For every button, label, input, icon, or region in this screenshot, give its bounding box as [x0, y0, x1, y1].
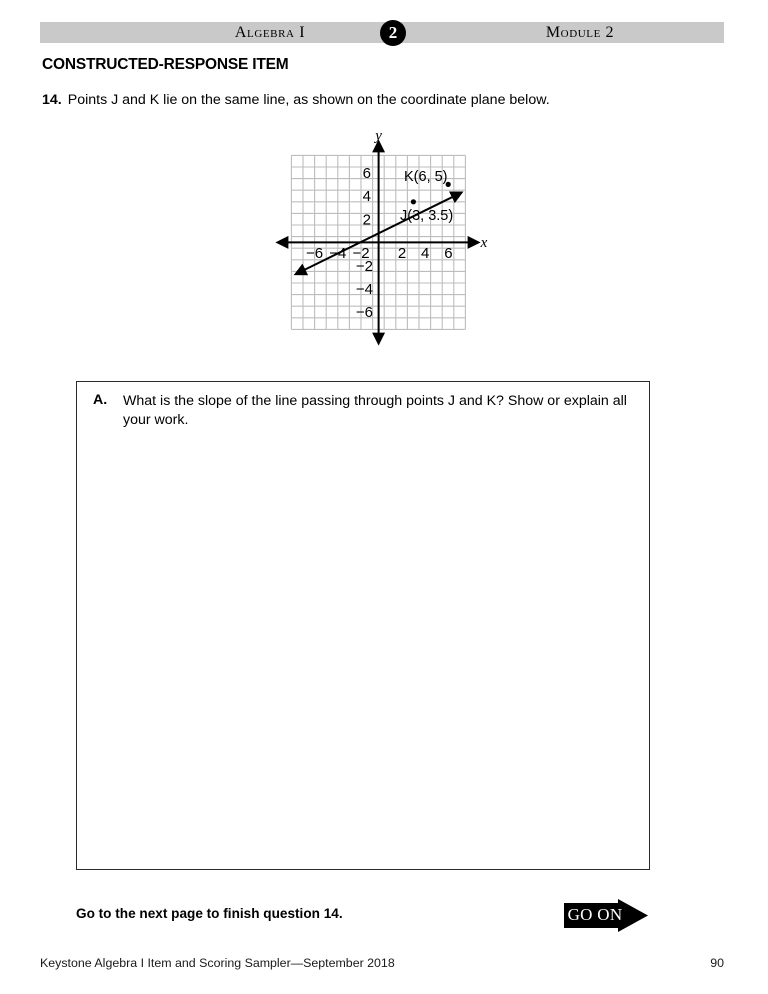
x-tick-label-4: 4	[421, 245, 430, 262]
question-stem	[42, 91, 702, 110]
module-number-badge: 2	[380, 20, 406, 46]
question-stem-text: Points J and K lie on the same line, as shown on the coordinate plane below.	[67, 92, 550, 108]
go-on-arrow-marker	[560, 899, 650, 932]
header-subject-title: Algebra I	[234, 24, 306, 41]
footer-source-text: Keystone Algebra I Item and Scoring Sampler—September 2018	[40, 956, 395, 970]
answer-part-letter: A.	[93, 392, 108, 408]
header-module-title: Module 2	[545, 24, 615, 41]
data-point-j-label: J(3, 3.5)	[400, 208, 454, 224]
y-tick-label-2: 2	[362, 211, 371, 229]
y-tick-label-neg4: −4	[355, 281, 373, 298]
x-tick-label-neg2: −2	[352, 245, 370, 262]
x-axis-name-label: x	[480, 235, 488, 251]
data-point-j	[411, 199, 416, 204]
y-tick-label-6: 6	[362, 165, 371, 182]
coordinate-plane-figure	[268, 128, 500, 360]
answer-part-prompt: What is the slope of the line passing through points J and K? Show or explain all your work.	[123, 393, 627, 429]
x-tick-label-neg4: −4	[329, 245, 347, 262]
y-axis-name-label: y	[375, 128, 382, 144]
answer-response-box[interactable]	[76, 381, 650, 870]
footer-page-number: 90	[710, 956, 724, 970]
continue-instruction-text: Go to the next page to finish question 14.	[76, 906, 343, 921]
question-number: 14.	[42, 92, 62, 108]
y-tick-label-4: 4	[362, 188, 371, 206]
x-tick-label-6: 6	[444, 245, 453, 262]
coordinate-plane-svg	[268, 128, 500, 360]
y-tick-label-neg2: −2	[355, 257, 373, 275]
go-on-label: GO ON	[567, 905, 623, 924]
data-point-k-label: K(6, 5)	[404, 169, 448, 185]
x-tick-label-neg6: −6	[306, 245, 324, 262]
x-tick-label-2: 2	[397, 245, 407, 262]
answer-part-row	[93, 392, 635, 430]
y-tick-label-neg6: −6	[355, 304, 373, 322]
go-on-arrow-icon	[560, 899, 650, 932]
section-heading: CONSTRUCTED-RESPONSE ITEM	[42, 56, 289, 73]
